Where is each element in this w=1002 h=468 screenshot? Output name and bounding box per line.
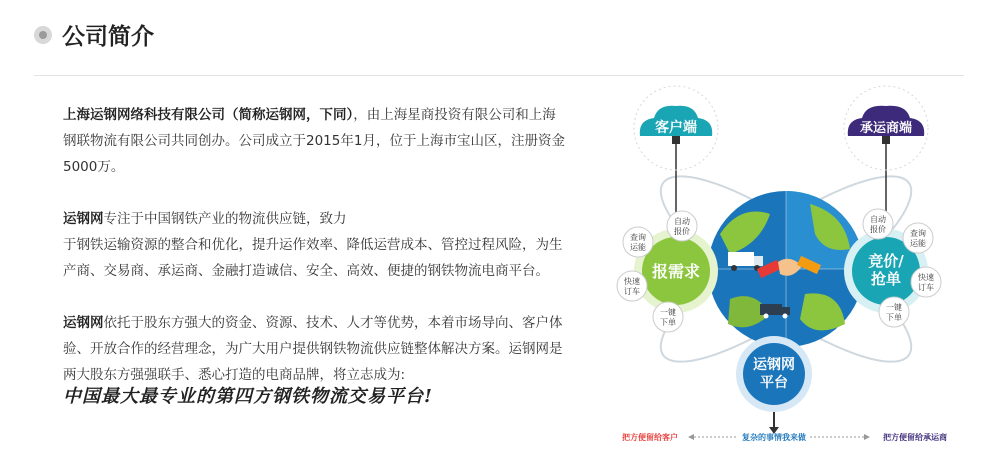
- brand-name: 运钢网: [63, 315, 104, 331]
- feature-bubble: [653, 302, 683, 332]
- arrow-right-icon: [864, 434, 870, 440]
- header-divider: [34, 75, 964, 76]
- svg-text:查询: 查询: [910, 229, 926, 238]
- svg-text:运能: 运能: [630, 243, 646, 252]
- platform-diagram: [610, 84, 982, 460]
- bottom-center-label: 复杂的事情我来做: [742, 433, 806, 442]
- svg-text:运能: 运能: [910, 239, 926, 248]
- platform-hub: [736, 336, 812, 412]
- feature-bubble: [667, 211, 697, 241]
- company-intro: [63, 102, 593, 410]
- intro-p2-text: 于钢铁运输资源的整合和优化，提升运作效率、降低运营成本、管控过程风险，为生: [63, 237, 563, 253]
- intro-p3-text: 依托于股东方强大的资金、资源、技术、人才等优势，本着市场导向、客户体: [103, 315, 563, 331]
- svg-text:报价: 报价: [870, 225, 886, 234]
- section-header: [34, 18, 154, 51]
- intro-paragraph-2: [63, 206, 593, 284]
- intro-paragraph-3: [63, 310, 593, 388]
- svg-text:快速: 快速: [918, 273, 934, 282]
- feature-bubble: [617, 271, 647, 301]
- svg-text:查询: 查询: [630, 233, 646, 242]
- page-title: 公司简介: [62, 24, 154, 50]
- svg-text:一键: 一键: [660, 308, 676, 317]
- bullet-icon: [34, 26, 52, 44]
- svg-text:下单: 下单: [886, 313, 902, 322]
- svg-text:一键: 一键: [886, 303, 902, 312]
- request-hub-label: 报需求: [651, 262, 701, 281]
- carrier-cloud-label: 承运商端: [859, 121, 913, 136]
- brand-name: 运钢网: [63, 211, 104, 227]
- intro-p3-text: 验、开放合作的经营理念，为广大用户提供钢铁物流供应链整体解决方案。运钢网是: [63, 341, 563, 357]
- intro-p2-text: 专注于中国钢铁产业的物流供应链，致力: [103, 211, 347, 227]
- svg-text:报价: 报价: [674, 227, 690, 236]
- feature-bubble: [863, 209, 893, 239]
- feature-bubble: [623, 227, 653, 257]
- svg-text:订车: 订车: [918, 283, 934, 292]
- svg-text:自动: 自动: [674, 217, 690, 226]
- intro-paragraph-1: [63, 102, 593, 180]
- platform-label: 平台: [760, 375, 788, 391]
- client-cloud-label: 客户端: [655, 120, 697, 136]
- arrow-left-icon: [688, 434, 694, 440]
- bottom-right-label: 把方便留给承运商: [883, 433, 947, 442]
- intro-p3-text: 两大股东方强强联手、悉心打造的电商品牌，将立志成为:: [63, 367, 406, 383]
- intro-p2-text: 产商、交易商、承运商、金融打造诚信、安全、高效、便捷的钢铁物流电商平台。: [63, 263, 549, 279]
- bid-hub-label: 竞价/: [868, 252, 904, 270]
- svg-text:快速: 快速: [624, 277, 640, 286]
- intro-p1-text: ，由上海星商投资有限公司和上海: [353, 107, 556, 123]
- platform-label: 运钢网: [753, 357, 795, 373]
- svg-text:订车: 订车: [624, 287, 640, 296]
- feature-bubble: [903, 223, 933, 253]
- svg-text:下单: 下单: [660, 318, 676, 327]
- slogan: 中国最大最专业的第四方钢铁物流交易平台!: [63, 386, 433, 407]
- intro-p1-text: 钢联物流有限公司共同创办。公司成立于2015年1月，位于上海市宝山区，注册资金: [63, 133, 565, 149]
- company-name: 上海运钢网络科技有限公司（简称运钢网，下同）: [63, 107, 354, 123]
- svg-text:自动: 自动: [870, 215, 886, 224]
- intro-p1-text: 5000万。: [63, 159, 125, 175]
- bid-hub-label: 抢单: [870, 270, 902, 288]
- bottom-left-label: 把方便留给客户: [622, 433, 678, 442]
- feature-bubble: [879, 297, 909, 327]
- feature-bubble: [911, 267, 941, 297]
